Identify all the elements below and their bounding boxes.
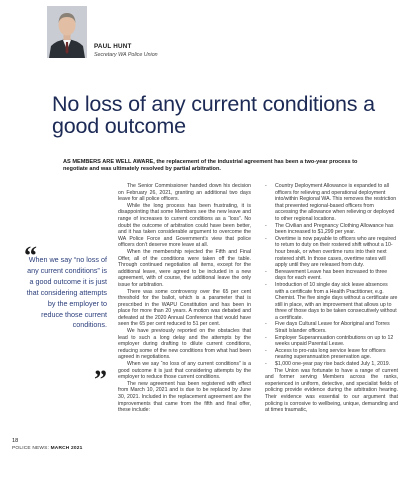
body-column-1 bbox=[118, 183, 251, 414]
body-paragraph: We have previously reported on the obstacles that lead to such a long delay and the attempts by the employer during drafting to dilute current conditions, reducing some of the new conditions from what had been agreed in negotiations. bbox=[118, 328, 251, 361]
body-paragraph: When the membership rejected the Fifth and Final Offer, all of the conditions were taken off the table. Through continued negotiation all items, except for the additional leave, were agreed to be included in a new agreement, with of course, the additional leave the only issue for arbitration. bbox=[118, 248, 251, 288]
list-item: - Five days Cultural Leave for Aboriginal and Torres Strait Islander officers. bbox=[265, 321, 398, 334]
author-portrait-image bbox=[47, 6, 87, 58]
publication-name: POLICE NEWS bbox=[12, 446, 48, 451]
author-name: PAUL HUNT bbox=[94, 43, 132, 50]
body-paragraph: While the long process has been frustrating, it is disappointing that some Members see the new leave and range of increases to current conditions as a “loss”. No doubt the outcome of arbitration could have been better, and it has taken considerable argument to overcome the WA Police Force and Government’s view that police officers don’t deserve more leave at all. bbox=[118, 202, 251, 249]
list-item: - Access to pro-rata long service leave for officers nearing superannuation preservation age. bbox=[265, 348, 398, 361]
list-item: - The Civilian and Pregnancy Clothing Allowance has been increased to $1,299 per year. bbox=[265, 223, 398, 236]
body-paragraph: There was some controversy over the 65 per cent threshold for the ballot, which is a parameter that is prescribed in the WAPU Constitution and has been in place for more than 20 years. A motion was debated and defeated at the 2020 Annual Conference that would have seen the 65 per cent reduced to 51 per cent. bbox=[118, 288, 251, 328]
close-quote-mark: ” bbox=[94, 365, 107, 394]
pull-quote-text: When we say “no loss of any current conditions” is a good outcome it is just that considering attempts by the employer to reduce those current conditions. bbox=[26, 255, 107, 330]
author-block bbox=[47, 6, 247, 66]
body-column-2 bbox=[265, 183, 398, 414]
list-item: - Overtime is now payable to officers who are required to return to duty on their rostered shift without a 10-hour break, or when overtime runs into their next rostered shift. In those cases, overtime rates will apply until they are released from duty. bbox=[265, 236, 398, 269]
list-item: - Bereavement Leave has been increased to three days for each event. bbox=[265, 269, 398, 282]
list-item: - $1,000 one-year pay rise back dated July 1, 2019. bbox=[265, 361, 398, 368]
author-role: Secretary WA Police Union bbox=[94, 52, 158, 58]
body-paragraph: The Union was fortunate to have a range of current and former serving Members across the ranks, experienced in uniform, detective, and specialist fields of policing provide evidence during the arbitration hearing. Their evidence was essential to our argument that policing is corrosive to wellbeing, unique, demanding and at times traumatic, bbox=[265, 367, 398, 414]
body-paragraph: When we say “no loss of any current conditions” is a good outcome it is just that considering attempts by the employer to reduce those current conditions. bbox=[118, 361, 251, 381]
list-item: - Employer Superannuation contributions on up to 12 weeks unpaid Parental Leave. bbox=[265, 335, 398, 348]
body-paragraph: The Senior Commissioner handed down his decision on February 26, 2021, granting an additional two days leave for all police officers. bbox=[118, 183, 251, 203]
list-item: - Introduction of 10 single day sick leave absences with a certificate from a Health Practitioner, e.g. Chemist. The five single days without a certificate are still in place, with an improvement that allows up to three of those days to be taken consecutively without a certificate. bbox=[265, 282, 398, 322]
body-paragraph: The new agreement has been registered with effect from March 10, 2021 and is due to be replaced by June 30, 2021. Included in the replacement agreement are the improvements that came from the fifth and final offer, these include: bbox=[118, 380, 251, 414]
conditions-list bbox=[265, 183, 398, 368]
page-number: 18 bbox=[12, 438, 19, 444]
publication-footer: POLICE NEWS: MARCH 2021 bbox=[12, 446, 83, 451]
article-intro: AS MEMBERS ARE WELL AWARE, the replacement of the industrial agreement has been a two-year process to negotiate and was ultimately resolved by partial arbitration. bbox=[63, 159, 358, 173]
article-headline: No loss of any current conditions a good outcome bbox=[52, 92, 375, 138]
issue-date: MARCH 2021 bbox=[50, 446, 83, 451]
open-quote-mark: “ bbox=[24, 241, 37, 270]
author-photo bbox=[47, 6, 87, 58]
list-item: - Country Deployment Allowance is expanded to all officers for relieving and operational deployment into/within Regional WA. This removes the restriction that prevented regional-based officers from accessing the allowance when relieving or deployed to other regional locations. bbox=[265, 183, 398, 223]
